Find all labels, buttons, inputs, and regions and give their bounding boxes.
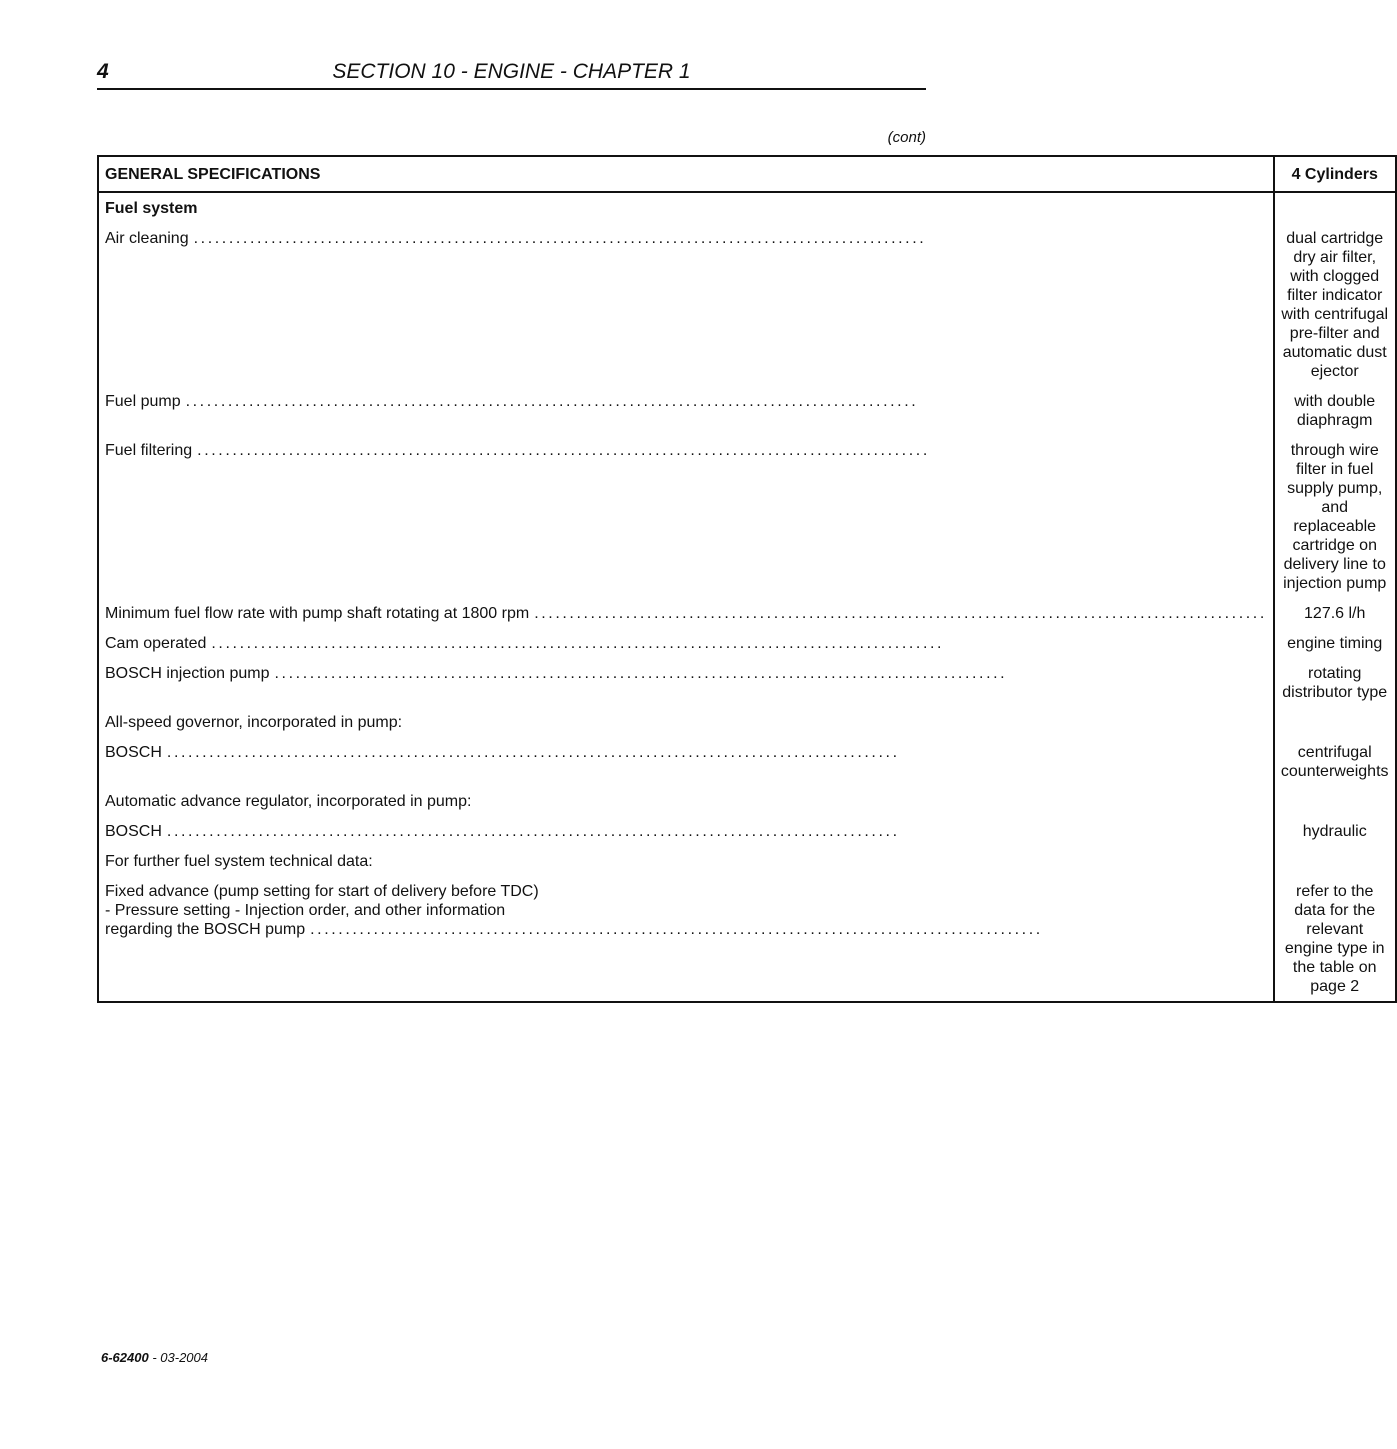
table-row <box>98 629 1396 659</box>
table-row <box>98 599 1396 629</box>
spec-label: BOSCH ........................................................................................................ <box>105 823 900 840</box>
spec-value <box>1274 847 1396 877</box>
spec-value: centrifugal counterweights <box>1274 738 1396 787</box>
spec-label: Automatic advance regulator, incorporated in pump: <box>105 793 472 810</box>
spec-value: dual cartridge dry air filter, with clogged filter indicator with centrifugal pre-filter and automatic dust ejector <box>1274 224 1396 387</box>
spec-value: refer to the data for the relevant engine type in the table on page 2 <box>1274 877 1396 1002</box>
page-number: 4 <box>97 60 109 83</box>
spec-value <box>1274 708 1396 738</box>
table-row <box>98 224 1396 387</box>
spec-label-line: Fixed advance (pump setting for start of delivery before TDC) <box>105 883 539 900</box>
spec-label: Minimum fuel flow rate with pump shaft rotating at 1800 rpm ........................................................................................................ <box>105 605 1267 622</box>
table-row <box>98 708 1396 738</box>
section-title: SECTION 10 - ENGINE - CHAPTER 1 <box>332 60 691 83</box>
spec-label-line: - Pressure setting - Injection order, and other information <box>105 902 506 919</box>
table-row <box>98 659 1396 708</box>
spec-label: Air cleaning ........................................................................................................ <box>105 230 927 247</box>
spec-label: BOSCH injection pump ........................................................................................................ <box>105 665 1008 682</box>
spec-label: All-speed governor, incorporated in pump: <box>105 714 403 731</box>
column-header-specifications: GENERAL SPECIFICATIONS <box>98 156 1274 192</box>
spec-value: through wire filter in fuel supply pump, and replaceable cartridge on delivery line to injection pump <box>1274 436 1396 599</box>
document-date: 03-2004 <box>160 1350 208 1365</box>
table-row <box>98 387 1396 436</box>
spec-label: Cam operated ........................................................................................................ <box>105 635 945 652</box>
spec-value <box>1274 787 1396 817</box>
spec-value: 127.6 l/h <box>1274 599 1396 629</box>
page-header <box>97 58 926 90</box>
spec-value: hydraulic <box>1274 817 1396 847</box>
spec-label: Fuel filtering ........................................................................................................ <box>105 442 930 459</box>
table-row <box>98 436 1396 599</box>
continued-label: (cont) <box>887 129 926 146</box>
page-footer: 6-62400 - 03-2004 <box>101 1350 208 1365</box>
table-row <box>98 192 1396 224</box>
spec-label: For further fuel system technical data: <box>105 853 373 870</box>
table-row <box>98 787 1396 817</box>
spec-value: engine timing <box>1274 629 1396 659</box>
column-header-cylinders: 4 Cylinders <box>1274 156 1396 192</box>
table-row <box>98 817 1396 847</box>
spec-value: rotating distributor type <box>1274 659 1396 708</box>
table-row <box>98 847 1396 877</box>
table-row <box>98 877 1396 1002</box>
document-number: 6-62400 <box>101 1350 149 1365</box>
spec-label: BOSCH ........................................................................................................ <box>105 744 900 761</box>
spec-label: regarding the BOSCH pump ........................................................................................................ <box>105 921 1043 938</box>
spec-label: Fuel pump ........................................................................................................ <box>105 393 919 410</box>
group-title: Fuel system <box>105 200 198 217</box>
spec-value: with double diaphragm <box>1274 387 1396 436</box>
table-row <box>98 738 1396 787</box>
table-header-row <box>98 156 1396 192</box>
specifications-table <box>97 155 1397 1003</box>
